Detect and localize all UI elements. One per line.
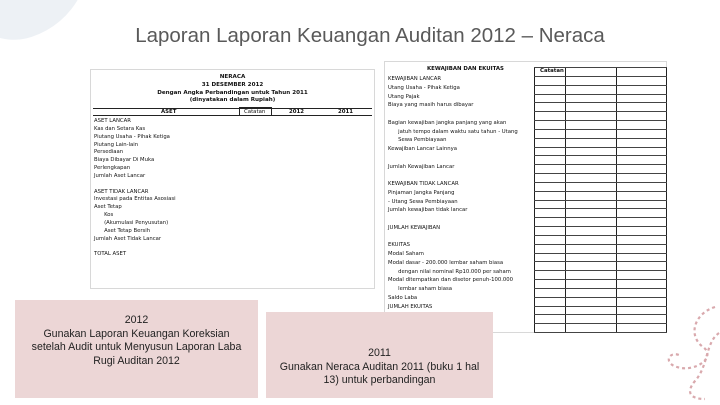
table-row: lembar saham biasa — [388, 286, 452, 292]
table-row: Bagian kewajiban jangka panjang yang akan — [388, 119, 507, 126]
balance-sheet-liabilities — [384, 61, 667, 333]
grid-row-line — [534, 155, 667, 156]
table-row — [94, 181, 176, 189]
col-catatan: Catatan — [540, 68, 564, 74]
grid-row-line — [534, 226, 667, 227]
grid-row-line — [534, 76, 667, 77]
grid-row-line — [534, 270, 667, 271]
caption-line: Rugi Auditan 2012 — [93, 354, 180, 367]
table-row: ASET LANCAR — [94, 118, 131, 124]
table-row: Pinjaman Jangka Panjang — [388, 189, 455, 196]
table-row — [388, 110, 518, 119]
heading-line: (dinyatakan dalam Rupiah) — [189, 97, 276, 104]
caption-line: Gunakan Laporan Keuangan Koreksian — [43, 327, 230, 340]
liabilities-heading: KEWAJIBAN DAN EKUITAS — [427, 66, 504, 72]
table-row — [94, 244, 176, 252]
table-row: TOTAL ASET — [94, 251, 127, 258]
table-row: (Akumulasi Penyusutan) — [94, 219, 169, 226]
table-row: Biaya Dibayar Di Muka — [94, 157, 155, 164]
caption-year: 2012 — [124, 314, 149, 326]
heading-line: NERACA — [219, 74, 246, 80]
caption-line: Gunakan Neraca Auditan 2011 (buku 1 hal — [279, 360, 480, 373]
table-row: jatuh tempo dalam waktu satu tahun - Utang — [388, 128, 518, 135]
table-row: Persediaan — [94, 149, 124, 156]
grid-row-line — [534, 102, 667, 103]
grid-row-line — [534, 297, 667, 298]
value-grid — [534, 67, 667, 332]
table-row: Jumlah Kewajiban Lancar — [388, 163, 455, 170]
table-row: Modal ditempatkan dan disetor penuh-100.000 — [388, 277, 514, 284]
table-row: Modal dasar - 200.000 lembar saham biasa — [388, 259, 504, 266]
grid-row-line — [534, 244, 667, 245]
grid-row-line — [534, 129, 667, 130]
grid-row-line — [534, 288, 667, 289]
grid-row-line — [534, 261, 667, 262]
caption-line: 13) untuk perbandingan — [323, 374, 436, 386]
col-aset: ASET — [161, 108, 177, 115]
table-row: Kas dan Setara Kas — [94, 125, 146, 132]
table-row: ASET TIDAK LANCAR — [94, 188, 149, 195]
grid-row-line — [534, 314, 667, 315]
grid-row-line — [534, 279, 667, 280]
table-row: KEWAJIBAN LANCAR — [388, 76, 442, 82]
grid-row-line — [534, 173, 667, 174]
table-row: Perlengkapan — [94, 165, 131, 172]
table-row: Jumlah Aset Lancar — [94, 172, 146, 179]
table-row: Kewajiban Lancar Lainnya — [388, 146, 457, 152]
table-row: JUMLAH KEWAJIBAN — [388, 224, 441, 231]
table-row: Utang Usaha - Pihak Ketiga — [388, 84, 460, 91]
table-row: Piutang Usaha - Pihak Ketiga — [94, 133, 170, 140]
col-catatan: Catatan — [244, 108, 266, 115]
caption-year: 2011 — [368, 347, 391, 359]
table-row: Utang Pajak — [388, 93, 420, 100]
caption-line: setelah Audit untuk Menyusun Laporan Laba — [31, 341, 242, 353]
grid-row-line — [534, 253, 667, 254]
table-row: Sewa Pembiayaan — [388, 137, 447, 144]
table-row: Jumlah kewajiban tidak lancar — [388, 207, 468, 214]
table-row: Jumlah Aset Tidak Lancar — [94, 235, 162, 242]
grid-row-line — [534, 208, 667, 209]
caption-2012 — [15, 300, 258, 398]
table-row: EKUITAS — [388, 242, 410, 249]
grid-row-line — [534, 235, 667, 236]
asset-rows — [94, 118, 176, 259]
table-row: Modal Saham — [388, 251, 424, 257]
grid-row-line — [534, 332, 667, 333]
col-2011: 2011 — [338, 108, 354, 115]
grid-row-line — [534, 191, 667, 192]
caption-2011 — [266, 312, 493, 398]
grid-row-line — [534, 111, 667, 112]
assets-heading — [91, 74, 374, 105]
table-row: Aset Tetap — [94, 204, 122, 211]
table-row: JUMLAH EKUITAS — [388, 303, 433, 310]
table-row — [388, 171, 518, 180]
table-row — [388, 154, 518, 163]
table-row — [388, 233, 518, 242]
header-rule — [93, 108, 372, 109]
balance-sheet-assets — [90, 69, 375, 289]
grid-row-line — [534, 164, 667, 165]
grid-row-line — [534, 120, 667, 121]
grid-row-line — [534, 85, 667, 86]
grid-row-line — [534, 217, 667, 218]
liability-rows — [388, 75, 518, 320]
grid-row-line — [534, 138, 667, 139]
table-row: Aset Tetap Bersih — [94, 227, 151, 234]
table-row: Piutang Lain-lain — [94, 141, 139, 148]
grid-row-line — [534, 200, 667, 201]
table-row — [388, 215, 518, 224]
grid-row-line — [534, 94, 667, 95]
grid-row-line — [534, 323, 667, 324]
table-row: KEWAJIBAN TIDAK LANCAR — [388, 181, 459, 187]
table-row: Saldo Laba — [388, 294, 418, 301]
table-row: dengan nilai nominal Rp10.000 per saham — [388, 268, 511, 275]
col-2012: 2012 — [289, 108, 305, 115]
header-rule — [93, 115, 372, 116]
grid-row-line — [534, 147, 667, 148]
table-row: Kos — [94, 212, 114, 219]
table-row: - Utang Sewa Pembiayaan — [388, 198, 458, 205]
heading-line: Dengan Angka Perbandingan untuk Tahun 2011 — [157, 89, 308, 96]
slide-title: Laporan Laporan Keuangan Auditan 2012 – Neraca — [135, 24, 605, 47]
heading-line: 31 DESEMBER 2012 — [201, 81, 264, 88]
table-row: Biaya yang masih harus dibayar — [388, 102, 474, 109]
grid-row-line — [534, 306, 667, 307]
table-row: Investasi pada Entitas Asosiasi — [94, 196, 176, 203]
grid-row-line — [534, 182, 667, 183]
grid-row-line — [534, 67, 667, 68]
